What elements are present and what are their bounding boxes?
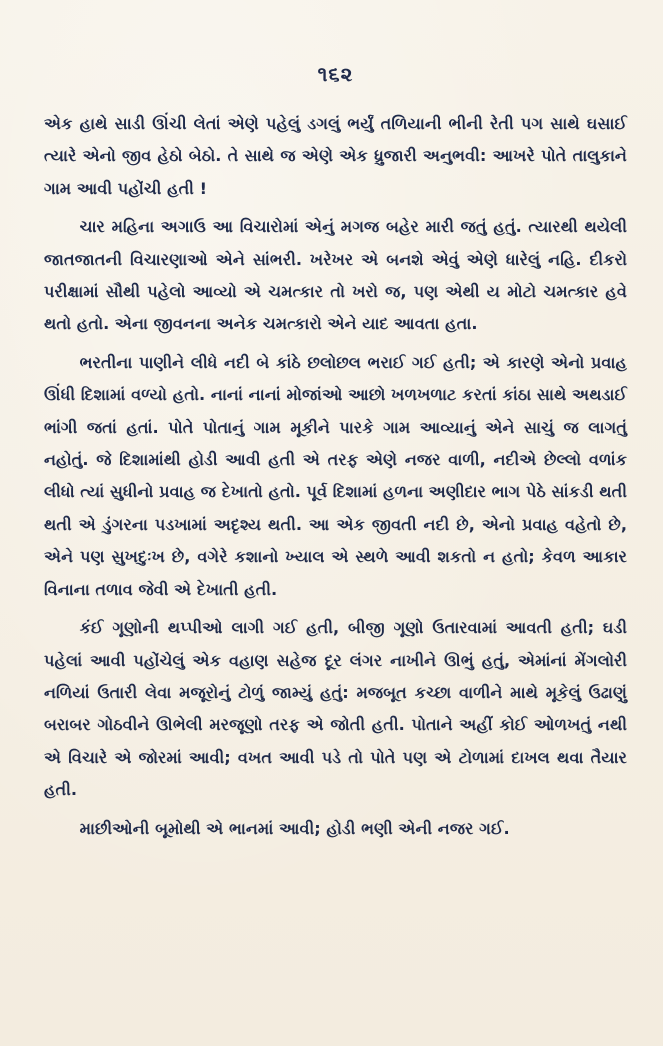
- paragraph-5: માછીઓની બૂમોથી એ ભાનમાં આવી; હોડી ભણી એની નજર ગઈ.: [79, 818, 510, 838]
- paragraph-2: ચાર મહિના અગાઉ આ વિચારોમાં એનું મગજ બહેર મારી જતું હતું. ત્યારથી થયેલી જાતજાતની વિચારણાઓ એને સાંભરી. ખરેખર એ બનશે એવું એણે ધારેલું નહિ. દીકરો પરીક્ષામાં સૌથી પહેલો આવ્યો એ ચમત્કાર તો ખરો જ, પણ એથી ય મોટો ચમત્કાર હવે થતો હતો. એના જીવનના અનેક ચમત્કારો એને યાદ આવતા હતા.: [44, 217, 627, 334]
- paragraph-4: કંઈ ગૂણોની થપ્પીઓ લાગી ગઈ હતી, બીજી ગૂણો ઉતારવામાં આવતી હતી; ઘડી પહેલાં આવી પહોંચેલું એક વહાણ સહેજ દૂર લંગર નાખીને ઊભું હતું, એમાંનાં મેંગલોરી નળિયાં ઉતારી લેવા મજૂરોનું ટોળું જામ્યું હતું: મજબૂત કચ્છા વાળીને માથે મૂકેલું ઉઢાણું બરાબર ગોઠવીને ઊભેલી મરજૂણો તરફ એ જોતી હતી. પોતાને અહીં કોઈ ઓળખતું નથી એ વિચારે એ જોરમાં આવી; વખત આવી પડે તો પોતે પણ એ ટોળામાં દાખલ થવા તૈયાર હતી.: [44, 618, 627, 800]
- paragraph-3: ભરતીના પાણીને લીધે નદી બે કાંઠે છલોછલ ભરાઈ ગઈ હતી; એ કારણે એનો પ્રવાહ ઊંધી દિશામાં વળ્યો હતો. નાનાં નાનાં મોજાંઓ આછો ખળખળાટ કરતાં કાંઠા સાથે અથડાઈ ભાંગી જતાં હતાં. પોતે પોતાનું ગામ મૂકીને પારકે ગામ આવ્યાનું એને સાચું જ લાગતું નહોતું. જે દિશામાંથી હોડી આવી હતી એ તરફ એણે નજર વાળી, નદીએ છેલ્લો વળાંક લીધો ત્યાં સુધીનો પ્રવાહ જ દેખાતો હતો. પૂર્વ દિશામાં હળના અણીદાર ભાગ પેઠે સાંકડી થતી થતી એ ડુંગરના પડખામાં અદૃશ્ય થતી. આ એક જીવતી નદી છે, એનો પ્રવાહ વહેતો છે, એને પણ સુખદુઃખ છે, વગેરે કશાનો ખ્યાલ એ સ્થળે આવી શકતો ન હતો; કેવળ આકાર વિનાના તળાવ જેવી એ દેખાતી હતી.: [44, 352, 627, 599]
- page-body: [44, 108, 627, 845]
- page-number: ૧૬૨: [317, 62, 354, 86]
- paragraph-1: એક હાથે સાડી ઊંચી લેતાં એણે પહેલું ડગલું ભર્યું તળિયાની ભીની રેતી પગ સાથે ઘસાઈ ત્યારે એનો જીવ હેઠો બેઠો. તે સાથે જ એણે એક ધ્રુજારી અનુભવી: આખરે પોતે તાલુકાને ગામ આવી પહોંચી હતી !: [44, 114, 627, 198]
